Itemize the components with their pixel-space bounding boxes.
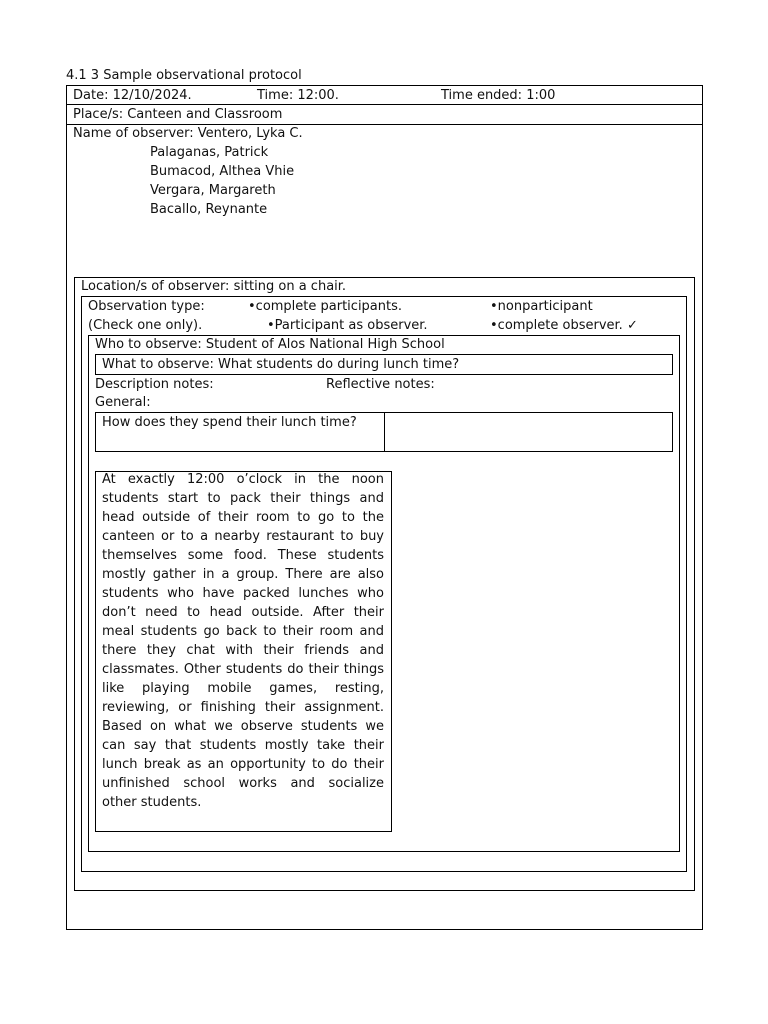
reflective-notes-label: Reflective notes:: [326, 377, 435, 392]
observer-name: Name of observer: Ventero, Lyka C.: [73, 126, 303, 141]
observer-name: Bacallo, Reynante: [150, 202, 268, 217]
option-complete-participants: •complete participants.: [248, 299, 403, 314]
question-text: How does they spend their lunch time?: [102, 415, 357, 430]
option-complete-observer: •complete observer. ✓: [490, 318, 638, 333]
location-field: Location/s of observer: sitting on a chair.: [81, 279, 347, 294]
option-participant-as-observer: •Participant as observer.: [267, 318, 428, 333]
time-field: Time: 12:00.: [257, 88, 339, 103]
description-notes-text: At exactly 12:00 o’clock in the noon students start to pack their things and head outside of their room to go to the canteen or to a nearby restaurant to buy themselves some food. These students mostly gather in a group. There are also students who have packed lunches who don’t need to head outside. After their meal students go back to their room and there they chat with their friends and classmates. Other students do their things like playing mobile games, resting, reviewing, or finishing their assignment. Based on what we observe students we can say that students mostly take their lunch break as an opportunity to do their unfinished school works and socialize other students.: [102, 472, 384, 810]
observer-name: Bumacod, Althea Vhie: [150, 164, 295, 179]
place-field: Place/s: Canteen and Classroom: [73, 107, 283, 122]
observation-type-label: Observation type:: [88, 299, 205, 314]
observer-name: Palaganas, Patrick: [150, 145, 269, 160]
document-heading: 4.1 3 Sample observational protocol: [66, 68, 302, 83]
general-label: General:: [95, 395, 151, 410]
date-field: Date: 12/10/2024.: [73, 88, 192, 103]
description-notes-label: Description notes:: [95, 377, 214, 392]
observation-type-hint: (Check one only).: [88, 318, 203, 333]
observer-name: Vergara, Margareth: [150, 183, 276, 198]
option-nonparticipant: •nonparticipant: [490, 299, 593, 314]
what-field: What to observe: What students do during lunch time?: [102, 357, 460, 372]
who-field: Who to observe: Student of Alos National High School: [95, 337, 445, 352]
time-ended-field: Time ended: 1:00: [441, 88, 556, 103]
question-column-divider: [384, 412, 385, 452]
